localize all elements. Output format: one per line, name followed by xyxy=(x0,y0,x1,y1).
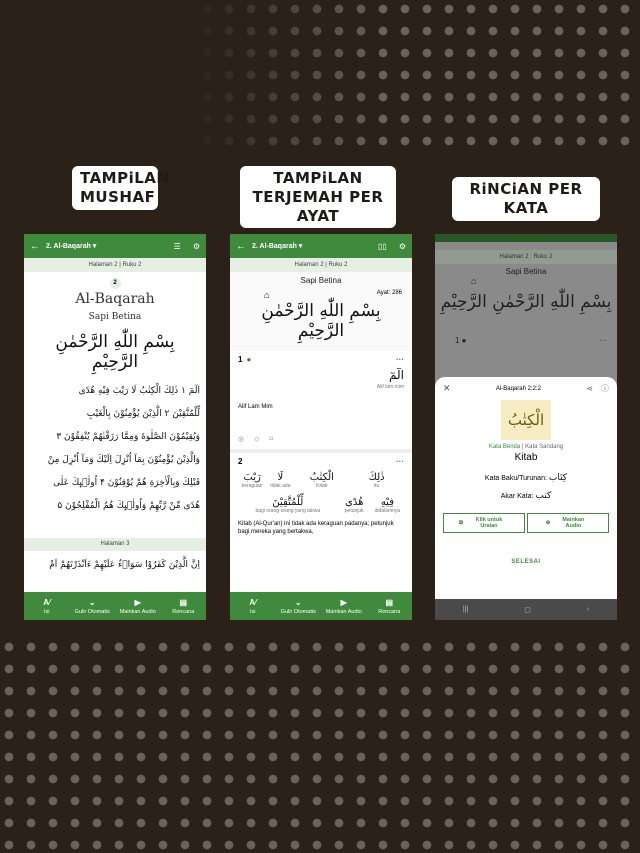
share-icon[interactable]: ⋖ xyxy=(586,384,593,393)
text-size-icon: A⁄ xyxy=(249,597,257,607)
text-size-icon: A⁄ xyxy=(43,597,51,607)
label-rincian: RiNCiAN PER KATA xyxy=(452,177,600,221)
external-link-icon: ⧉ xyxy=(459,519,463,526)
more-options-icon[interactable]: ··· xyxy=(396,457,404,466)
nav-gulir[interactable]: ⌄ Gulir Otomatis xyxy=(280,597,316,615)
ayah-arabic: الٓمٓ xyxy=(389,368,404,382)
uraian-button[interactable]: ⧉ Klik untuk Uraian xyxy=(443,513,525,533)
word-cell[interactable]: هُدًى petunjuk xyxy=(344,497,364,514)
bismillah-calligraphy: بِسْمِ اللّٰهِ الرَّحْمٰنِ الرَّحِيْمِ xyxy=(55,332,175,372)
bottom-nav xyxy=(24,592,206,620)
app-bar xyxy=(24,234,206,258)
play-icon: ▶ xyxy=(340,597,347,607)
settings-sliders-icon[interactable]: ⚙ xyxy=(398,241,406,251)
tafsir-icon[interactable]: ◎ xyxy=(238,436,245,443)
more-options-icon: ··· xyxy=(599,336,607,345)
book-icon[interactable]: ▯▯ xyxy=(378,241,387,251)
word-cell[interactable]: لِّلْمُتَّقِيْنَ bagi orang-orang yang takwa xyxy=(255,497,321,514)
bottom-nav xyxy=(230,592,412,620)
page-ruku-bar: Halaman 2 | Ruku 2 xyxy=(24,258,206,272)
system-nav-bar xyxy=(435,599,617,620)
word-detail-dialog xyxy=(435,377,617,599)
word-type-article: | Kata Sandang xyxy=(521,444,564,450)
next-page-bar: Halaman 3 xyxy=(24,538,206,551)
page-badge: 2 xyxy=(110,278,121,289)
mushaf-line: اِنَّ الَّذِيْنَ كَفَرُوْا سَوَاۤءٌ عَلَيْهِمْ ءَاَنْذَرْتَهُمْ اَمْ xyxy=(49,560,200,570)
play-icon: ▶ xyxy=(134,597,141,607)
word-cell[interactable]: لَا tidak ada xyxy=(270,472,291,489)
close-icon[interactable]: ✕ xyxy=(443,383,451,393)
word-cell[interactable]: رَيْبَ keraguan xyxy=(241,472,263,489)
baku-label: Kata Baku/Turunan: xyxy=(484,475,547,482)
recents-icon[interactable]: ||| xyxy=(462,606,469,613)
nav-gulir[interactable]: ⌄ Gulir Otomatis xyxy=(74,597,110,615)
ayah-number: 2 xyxy=(238,457,243,466)
layers-icon[interactable]: ◇ xyxy=(254,436,260,443)
ayah-number: 1 xyxy=(238,355,243,364)
mushaf-line: وَيُقِيْمُوْنَ الصَّلٰوةَ وَمِمَّا رَزَقْنٰهُمْ يُنْفِقُوْنَ ۳ xyxy=(56,432,200,442)
surah-meaning: Sapi Betina xyxy=(88,312,142,322)
word-type-noun: Kata Benda xyxy=(488,444,521,450)
audio-button[interactable]: ⊕ Mainkan Audio xyxy=(527,513,609,533)
surah-meaning: Sapi Betina xyxy=(505,267,547,276)
info-icon[interactable]: ⓘ xyxy=(601,384,609,393)
double-chevron-down-icon: ⌄ xyxy=(294,597,302,607)
ayah-card-2 xyxy=(230,453,412,540)
mushaf-lines xyxy=(30,380,200,518)
page-ruku-bar: Halaman 2 : Ruku 2 xyxy=(435,250,617,264)
mosque-icon: ⌂ xyxy=(471,276,477,286)
ayah-transliteration: Alif lam mim xyxy=(376,384,404,390)
play-circle-icon: ⊕ xyxy=(545,520,551,526)
nav-rencana[interactable]: ▤ Rencana xyxy=(172,597,195,615)
word-arabic-tile: الْكِتٰبُ xyxy=(501,400,551,440)
plan-icon: ▤ xyxy=(179,597,188,607)
surah-meaning: Sapi Betina xyxy=(300,276,342,285)
bookmark-green-icon[interactable]: ● xyxy=(246,355,252,364)
akar-value: كتب xyxy=(535,491,552,501)
app-bar xyxy=(230,234,412,258)
nav-audio[interactable]: ▶ Mainkan Audio xyxy=(119,597,156,615)
label-mushaf: TAMPiLAN MUSHAF xyxy=(72,166,158,210)
surah-name: Al-Baqarah xyxy=(75,291,155,307)
label-terjemah: TAMPiLAN TERJEMAH PER AYAT xyxy=(240,166,396,228)
surah-selector[interactable]: 2. Al-Baqarah ▾ xyxy=(252,243,303,250)
settings-sliders-icon[interactable]: ⚙ xyxy=(192,241,200,251)
done-button[interactable]: SELESAI xyxy=(511,559,541,565)
phone-rincian xyxy=(435,234,617,620)
back-arrow-icon[interactable]: ← xyxy=(236,240,246,252)
word-cell[interactable]: الْكِتٰبُ Kitab xyxy=(309,472,334,489)
mosque-icon: ⌂ xyxy=(264,290,270,300)
nav-isi[interactable]: A⁄ Isi xyxy=(249,597,257,615)
mushaf-line: وَالَّذِيْنَ يُؤْمِنُوْنَ بِمَآ اُنْزِلَ اِلَيْكَ وَمَآ اُنْزِلَ مِنْ xyxy=(47,455,200,465)
back-icon[interactable]: ‹ xyxy=(586,606,590,613)
bismillah-calligraphy: بِسْمِ اللّٰهِ الرَّحْمٰنِ الرَّحِيْمِ xyxy=(440,292,612,312)
word-cell[interactable]: فِيْهِ didalamnya xyxy=(374,497,401,514)
dot-pattern-fade xyxy=(0,0,640,150)
mushaf-line: الٓمٓ ۱ ذٰلِكَ الْكِتٰبُ لَا رَيْبَ فِيْهِ هُدًى xyxy=(78,386,200,396)
phone-terjemah xyxy=(230,234,412,620)
bismillah-calligraphy: بِسْمِ اللّٰهِ الرَّحْمٰنِ الرَّحِيْمِ xyxy=(261,301,381,341)
back-arrow-icon[interactable]: ← xyxy=(30,240,40,252)
baku-value: كِتَاب xyxy=(548,473,568,483)
app-bar-dimmed xyxy=(435,234,617,242)
nav-isi[interactable]: A⁄ Isi xyxy=(43,597,51,615)
double-chevron-down-icon: ⌄ xyxy=(88,597,96,607)
ayah-translation: Alif Lam Mim xyxy=(238,404,273,410)
nav-audio[interactable]: ▶ Mainkan Audio xyxy=(325,597,362,615)
home-icon[interactable]: ▢ xyxy=(524,606,531,614)
word-reference: Al-Baqarah 2:2:2 xyxy=(495,385,541,392)
ayah-translation: Kitab (Al-Qur'an) ini tidak ada keraguan padanya; petunjuk bagi mereka yang bertakwa, xyxy=(238,521,394,536)
list-icon[interactable]: ☰ xyxy=(173,241,181,251)
ayat-count: Ayat: 286 xyxy=(376,290,402,296)
surah-selector[interactable]: 2. Al-Baqarah ▾ xyxy=(46,243,97,250)
plan-icon: ▤ xyxy=(385,597,394,607)
phone-mushaf xyxy=(24,234,206,620)
mushaf-line: لِّلْمُتَّقِيْنَ ۲ الَّذِيْنَ يُؤْمِنُوْنَ بِالْغَيْبِ xyxy=(86,409,200,419)
akar-label: Akar Kata: xyxy=(500,493,534,500)
nav-rencana[interactable]: ▤ Rencana xyxy=(378,597,401,615)
bookmark-icon[interactable]: ⌑ xyxy=(269,436,274,443)
ayah-card-1 xyxy=(230,351,412,453)
word-meaning: Kitab xyxy=(514,452,538,463)
more-options-icon[interactable]: ··· xyxy=(396,355,404,364)
ayah-number-dimmed: 1 ● xyxy=(455,336,467,345)
word-cell[interactable]: ذٰلِكَ itu xyxy=(368,472,385,489)
mushaf-line: هُدًى مِّنْ رَّبِّهِمْ وَاُولٰۤىِٕكَ هُمُ الْمُفْلِحُوْنَ ۵ xyxy=(57,501,200,511)
page-ruku-bar: Halaman 2 | Ruku 2 xyxy=(230,258,412,272)
mushaf-line: قَبْلِكَ وَبِالْاٰخِرَةِ هُمْ يُوْقِنُوْنَ ۴ اُولٰۤىِٕكَ عَلٰى xyxy=(53,478,200,488)
